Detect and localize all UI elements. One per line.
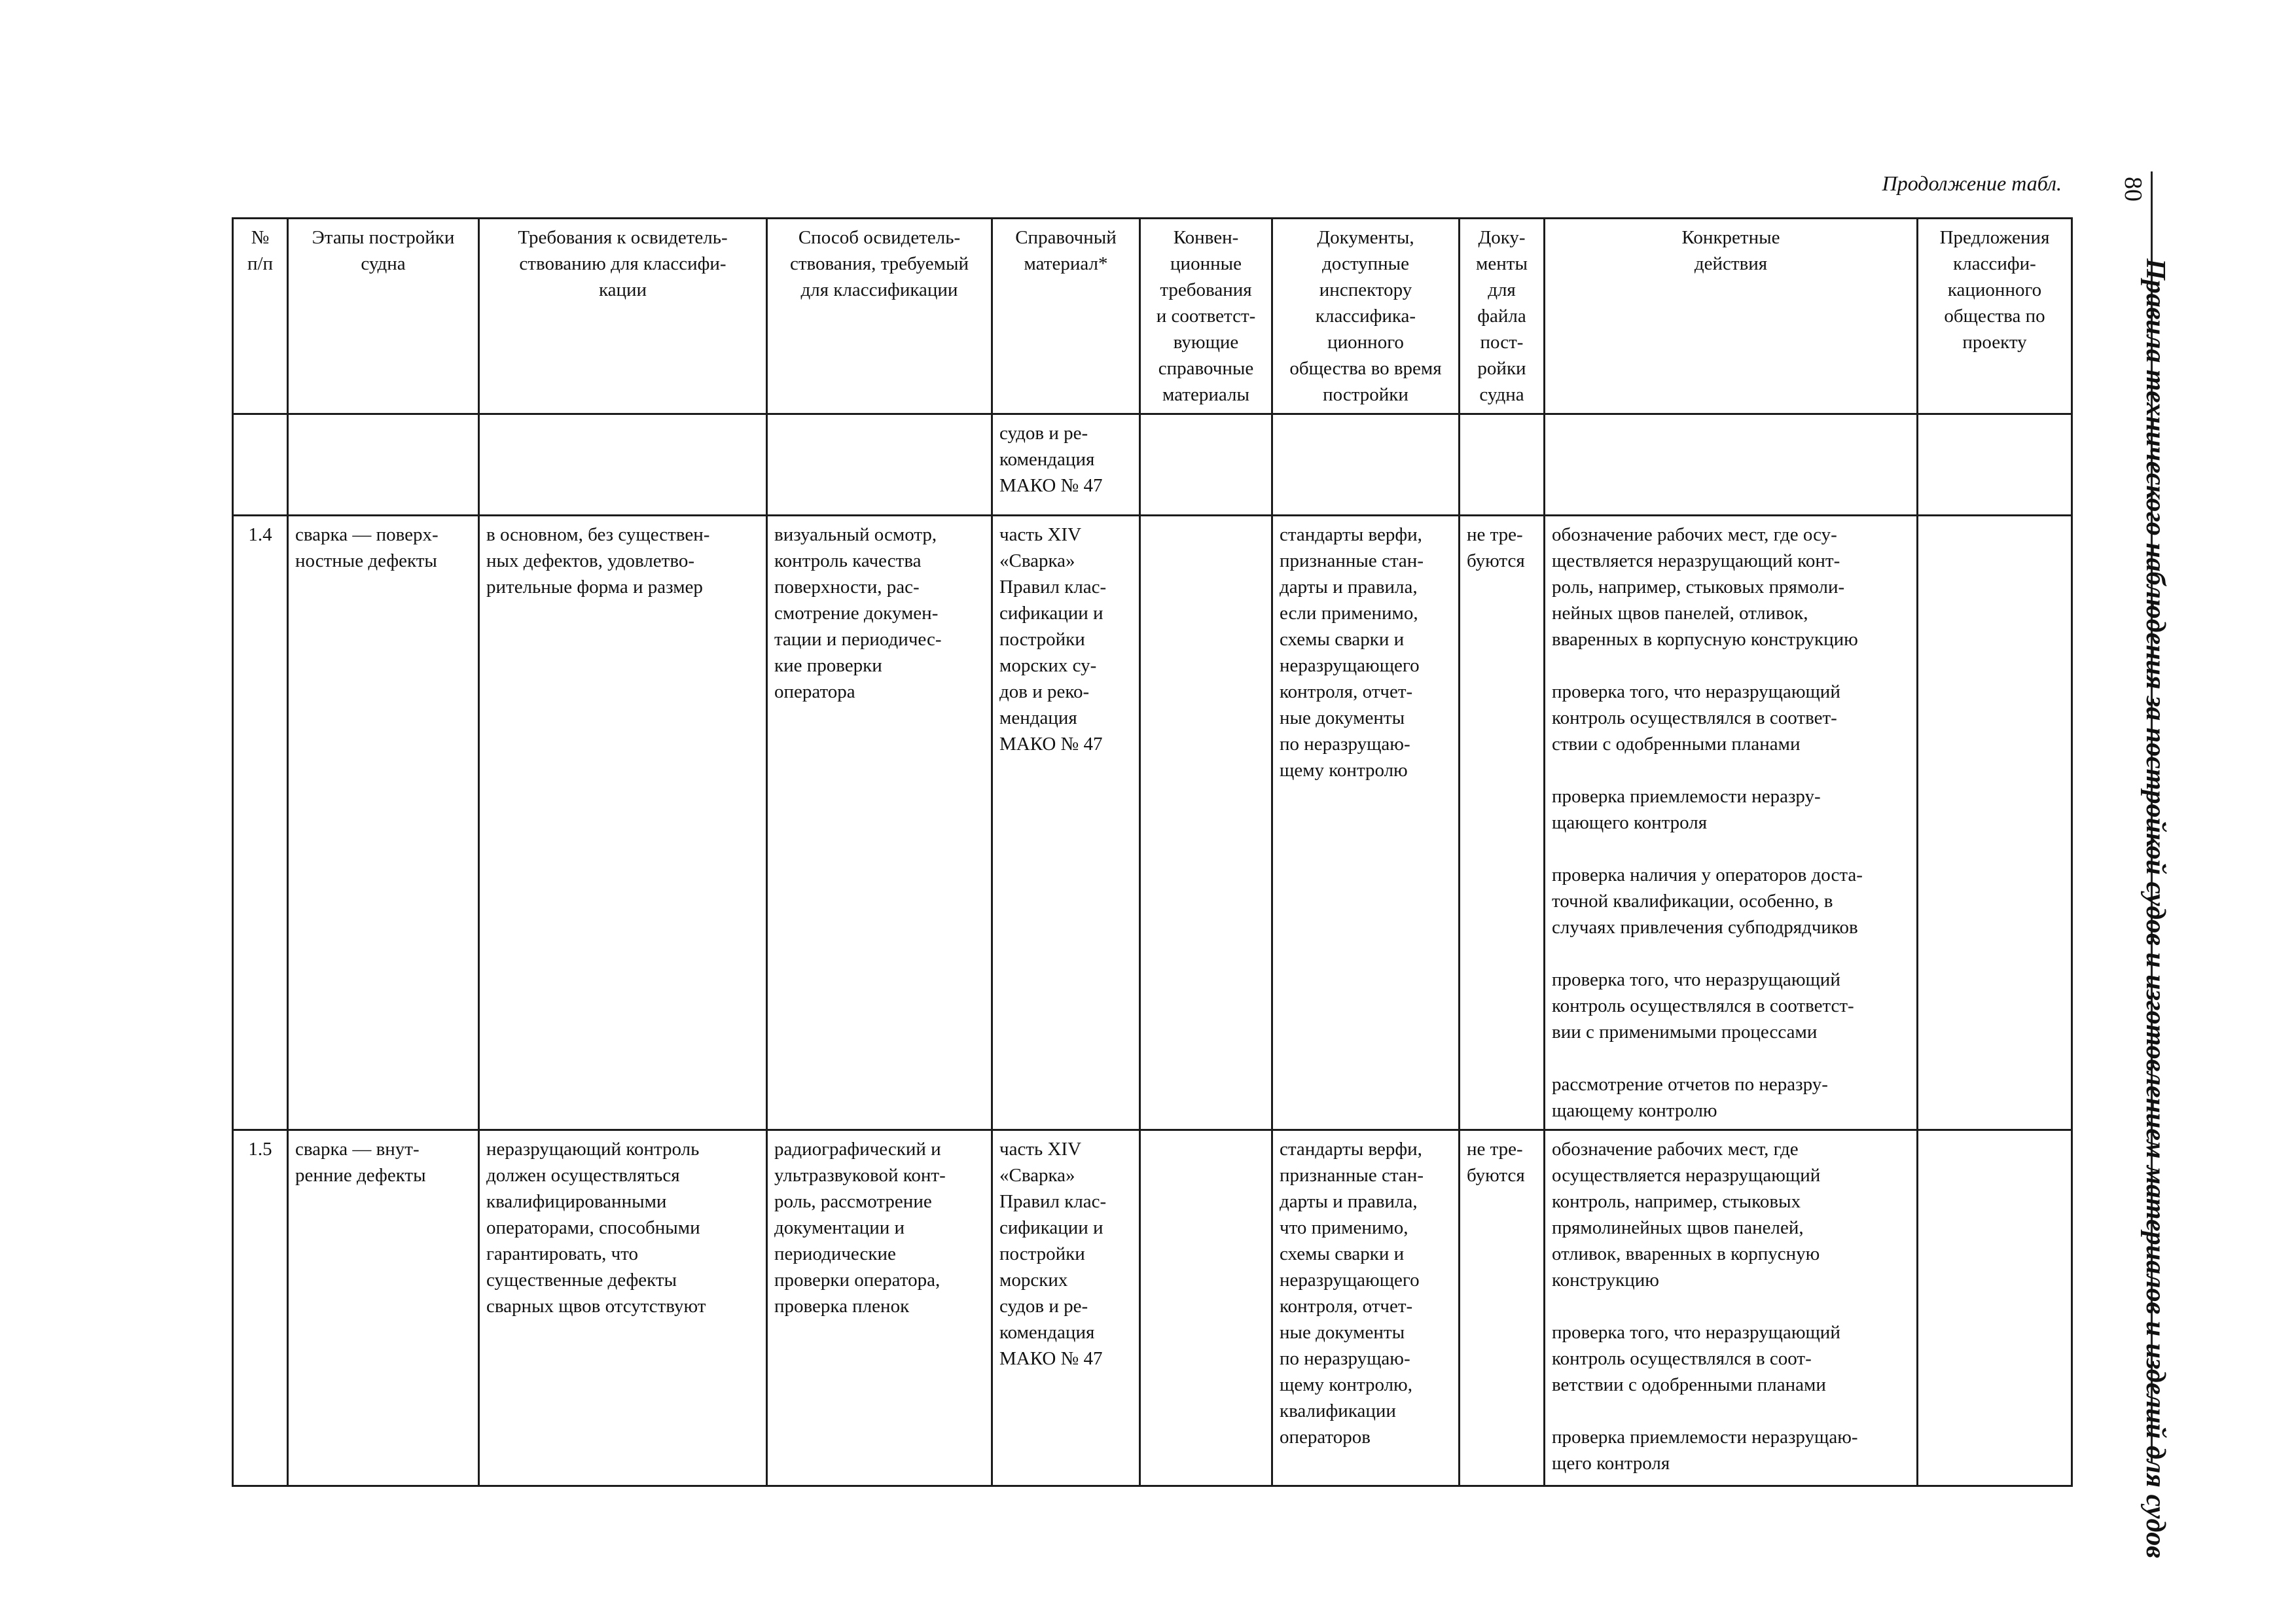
row-proposals [1918, 1130, 2072, 1486]
header-reference: Справочный материал* [992, 219, 1140, 414]
action-item: проверка приемлемости неразру- щающего контроля [1552, 786, 1821, 833]
header-convention: Конвен- ционные требования и соответст- вующие справочные материалы [1140, 219, 1272, 414]
row-documents: стандарты верфи, признанные стан- дарты и правила, что применимо, схемы сварки и неразрущающего контроля, отчет- ные документы по неразрущаю- щему контролю, квалификации операторов [1272, 1130, 1460, 1486]
row-method: визуальный осмотр, контроль качества поверхности, рас- смотрение докумен- тации и периодичес- кие проверки оператора [767, 516, 992, 1130]
row-convention [1140, 1130, 1272, 1486]
row-stage: сварка — внут- ренние дефекты [288, 1130, 479, 1486]
running-title: Правила технического наблюдения за постройкой судов и изготовлением материалов и изделий для судов [2140, 259, 2170, 1559]
header-proposals: Предложения классифи- кационного общества по проекту [1918, 219, 2072, 414]
header-documents: Документы, доступные инспектору классифика- ционного общества во время постройки [1272, 219, 1460, 414]
header-file-docs: Доку- менты для файла пост- ройки судна [1460, 219, 1545, 414]
action-item: проверка того, что неразрущающий контроль осуществлялся в соответ- ствии с одобренными планами [1552, 681, 1840, 755]
header-method: Способ освидетель- ствования, требуемый для классификации [767, 219, 992, 414]
row-number: 1.4 [233, 516, 288, 1130]
row-convention [1140, 414, 1272, 516]
row-convention [1140, 516, 1272, 1130]
row-reference: судов и ре- комендация МАКО № 47 [992, 414, 1140, 516]
row-method: радиографический и ультразвуковой конт- роль, рассмотрение документации и периодические проверки оператора, проверка пленок [767, 1130, 992, 1486]
table-row [233, 1130, 2072, 1486]
row-reference: часть XIV «Сварка» Правил клас- сификации и постройки морских су- дов и реко- мендация МАКО № 47 [992, 516, 1140, 1130]
action-item: проверка того, что неразрущающий контроль осуществлялся в соответст- вии с применимыми процессами [1552, 969, 1854, 1043]
row-number [233, 414, 288, 516]
row-stage: сварка — поверх- ностные дефекты [288, 516, 479, 1130]
table-row [233, 414, 2072, 516]
row-documents: стандарты верфи, признанные стан- дарты и правила, если применимо, схемы сварки и неразрущающего контроля, отчет- ные документы по неразрущаю- щему контролю [1272, 516, 1460, 1130]
row-reference: часть XIV «Сварка» Правил клас- сификации и постройки морских судов и ре- комендация МАКО № 47 [992, 1130, 1140, 1486]
row-actions [1545, 414, 1918, 516]
row-file-docs [1460, 414, 1545, 516]
row-proposals [1918, 516, 2072, 1130]
row-requirements: неразрущающий контроль должен осуществляться квалифицированными операторами, способными гарантировать, что существенные дефекты сварных щвов отсутствуют [479, 1130, 767, 1486]
row-method [767, 414, 992, 516]
row-file-docs: не тре- буются [1460, 516, 1545, 1130]
header-actions: Конкретные действия [1545, 219, 1918, 414]
row-proposals [1918, 414, 2072, 516]
action-item: проверка того, что неразрущающий контроль осуществлялся в соот- ветствии с одобренными планами [1552, 1322, 1840, 1395]
row-actions [1545, 516, 1918, 1130]
action-item: рассмотрение отчетов по неразру- щающему контролю [1552, 1074, 1828, 1121]
row-number: 1.5 [233, 1130, 288, 1486]
survey-table [232, 217, 2073, 1487]
header-number: № п/п [233, 219, 288, 414]
header-requirements: Требования к освидетель- ствованию для классифи- кации [479, 219, 767, 414]
row-actions [1545, 1130, 1918, 1486]
header-stage: Этапы постройки судна [288, 219, 479, 414]
action-item: проверка приемлемости неразрущаю- щего контроля [1552, 1427, 1858, 1474]
row-file-docs: не тре- буются [1460, 1130, 1545, 1486]
table-row [233, 516, 2072, 1130]
row-requirements: в основном, без существен- ных дефектов, удовлетво- рительные форма и размер [479, 516, 767, 1130]
row-stage [288, 414, 479, 516]
continuation-label: Продолжение табл. [1882, 171, 2062, 195]
row-documents [1272, 414, 1460, 516]
action-item: проверка наличия у операторов доста- точной квалификации, особенно, в случаях привлечения субподрядчиков [1552, 865, 1863, 938]
action-item: обозначение рабочих мест, где осу- ществляется неразрущающий конт- роль, например, стыковых прямоли- нейных щвов панелей, отливок, вваренных в корпусную конструкцию [1552, 524, 1858, 650]
page-number: 80 [2119, 177, 2147, 202]
row-requirements [479, 414, 767, 516]
action-item: обозначение рабочих мест, где осуществляется неразрущающий контроль, например, стыковых прямолинейных щвов панелей, отливок, вваренных в корпусную конструкцию [1552, 1139, 1821, 1291]
table-header-row [233, 219, 2072, 414]
